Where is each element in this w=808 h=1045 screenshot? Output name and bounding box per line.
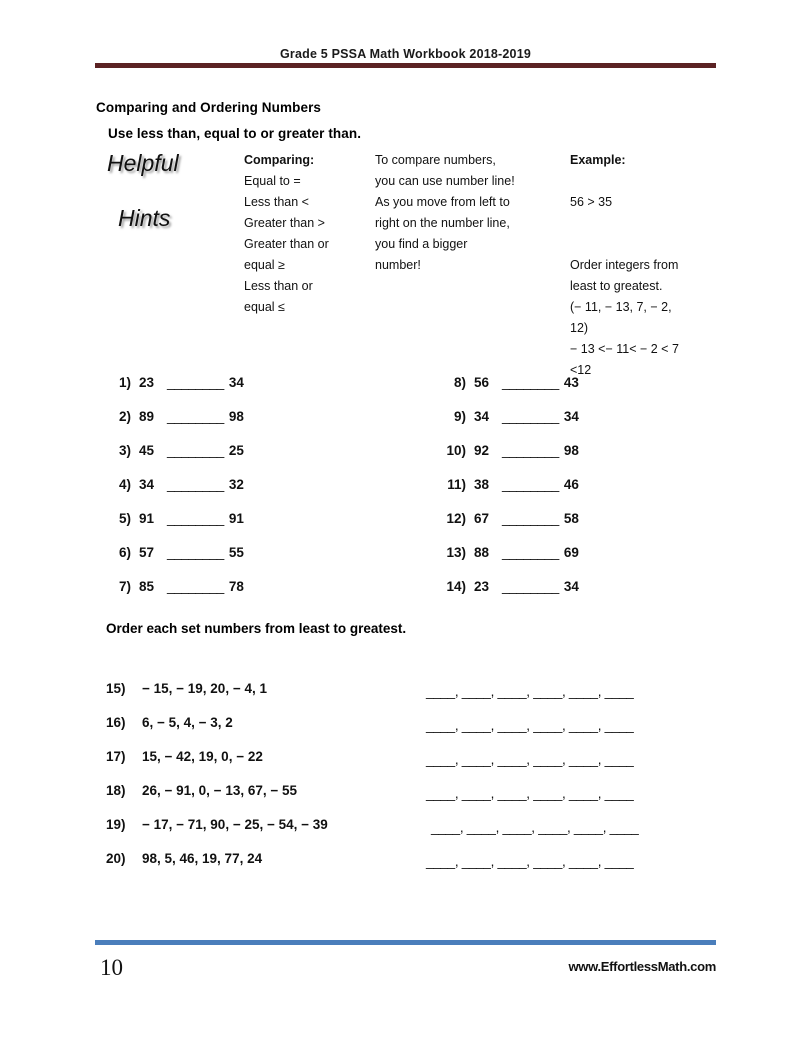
problem-operand-right: 98 [228,409,244,424]
problem-operand-right: 55 [228,545,244,560]
answer-blank[interactable]: ________ [502,545,559,560]
hints-example-answer-line2: <12 [570,363,592,377]
problem-operand-right: 34 [228,375,244,390]
problem-item[interactable] [105,477,244,492]
problem-number: 14) [446,579,466,594]
problem-number: 10) [446,443,466,458]
problem-item[interactable] [105,375,244,390]
hints-example-prompt-line1: Order integers from [570,258,679,272]
problem-operand-left: 23 [474,579,490,594]
problem-number: 1) [118,375,131,390]
problem-operand-left: 23 [139,375,155,390]
problem-number-set: 98, 5, 46, 19, 77, 24 [142,851,263,866]
problem-number: 9) [453,409,466,424]
answer-blank[interactable]: ________ [167,443,224,458]
footer-divider-rule [95,940,716,945]
hints-comparing-heading: Comparing: [244,153,315,167]
answer-blank[interactable]: ________ [502,511,559,526]
problem-number: 11) [447,477,466,492]
problem-item[interactable] [105,545,244,560]
problem-number: 15) [106,681,126,696]
answer-blank[interactable]: ________ [502,579,559,594]
problem-item[interactable] [440,409,579,424]
problem-item[interactable] [105,409,244,424]
problem-operand-left: 38 [474,477,490,492]
problem-operand-right: 58 [563,511,579,526]
hints-explanation-line: As you move from left to [375,195,510,209]
problem-number: 3) [118,443,131,458]
order-problem-item[interactable] [106,715,233,730]
spacer [570,234,720,255]
problem-number-set: − 17, − 71, 90, − 25, − 54, − 39 [142,817,328,832]
answer-blank[interactable]: ________ [167,477,224,492]
problem-number-set: 26, − 91, 0, − 13, 67, − 55 [142,783,297,798]
page-header-title: Grade 5 PSSA Math Workbook 2018-2019 [279,47,532,61]
problem-operand-right: 46 [563,477,579,492]
problem-operand-left: 34 [474,409,490,424]
problem-number: 5) [118,511,131,526]
hints-comparing-line: Greater than or [244,237,329,251]
problem-item[interactable] [440,477,579,492]
order-answer-blanks[interactable]: ____, ____, ____, ____, ____, ____ [426,752,634,767]
hints-example-heading: Example: [570,153,626,167]
order-problem-item[interactable] [106,749,263,764]
problem-operand-left: 56 [474,375,490,390]
problem-operand-left: 89 [139,409,155,424]
hints-explanation-line: you find a bigger [375,237,468,251]
problem-number: 2) [118,409,131,424]
hints-example-answer-line1: − 13 <− 11< − 2 < 7 [570,342,679,356]
hints-comparing-line: equal ≤ [244,300,285,314]
section-instruction: Use less than, equal to or greater than. [108,126,362,141]
problem-number: 16) [106,715,126,730]
hints-explanation-line: right on the number line, [375,216,510,230]
hints-comparing-line: Greater than > [244,216,325,230]
problem-operand-right: 69 [563,545,579,560]
hints-column-comparing [244,150,364,318]
answer-blank[interactable]: ________ [167,579,224,594]
problem-number: 12) [446,511,466,526]
problem-operand-left: 67 [474,511,490,526]
problem-operand-right: 91 [228,511,244,526]
order-answer-blanks[interactable]: ____, ____, ____, ____, ____, ____ [426,718,634,733]
answer-blank[interactable]: ________ [502,375,559,390]
problem-operand-left: 92 [474,443,490,458]
problem-operand-left: 34 [139,477,155,492]
problem-item[interactable] [440,579,579,594]
problem-number: 7) [118,579,131,594]
page-number: 10 [100,955,123,980]
answer-blank[interactable]: ________ [167,511,224,526]
problem-item[interactable] [105,511,244,526]
order-problem-item[interactable] [106,817,328,832]
problem-number-set: − 15, − 19, 20, − 4, 1 [142,681,267,696]
spacer [570,171,720,192]
hints-example-prompt-line2: least to greatest. [570,279,663,293]
hints-column-explanation [375,150,560,276]
problem-operand-right: 25 [228,443,244,458]
problem-operand-left: 88 [474,545,490,560]
order-section-instruction: Order each set numbers from least to greatest. [106,621,407,636]
helpful-hints-word-hints: Hints [118,205,171,231]
hints-example-set-line1: (− 11, − 13, 7, − 2, [570,300,672,314]
hints-example-set-line2: 12) [570,321,589,335]
problem-operand-left: 85 [139,579,155,594]
hints-example-comparison: 56 > 35 [570,195,613,209]
problem-number: 20) [106,851,126,866]
hints-explanation-line: To compare numbers, [375,153,496,167]
order-answer-blanks[interactable]: ____, ____, ____, ____, ____, ____ [426,684,634,699]
order-answer-blanks[interactable]: ____, ____, ____, ____, ____, ____ [431,820,639,835]
answer-blank[interactable]: ________ [502,409,559,424]
hints-comparing-line: Less than or [244,279,313,293]
problem-number: 17) [106,749,126,764]
helpful-hints-word-helpful: Helpful [107,150,179,176]
problem-number: 6) [118,545,131,560]
problem-operand-right: 34 [563,409,579,424]
problem-number: 18) [106,783,126,798]
hints-comparing-line: Equal to = [244,174,301,188]
problem-item[interactable] [440,375,579,390]
order-problem-item[interactable] [106,851,262,866]
website-url[interactable]: www.EffortlessMath.com [568,959,716,974]
answer-blank[interactable]: ________ [167,545,224,560]
problem-item[interactable] [105,579,244,594]
problem-item[interactable] [105,443,244,458]
problem-operand-left: 57 [139,545,155,560]
answer-blank[interactable]: ________ [502,477,559,492]
problem-item[interactable] [440,443,579,458]
answer-blank[interactable]: ________ [502,443,559,458]
problem-number: 4) [118,477,131,492]
order-problem-item[interactable] [106,783,297,798]
order-problem-item[interactable] [106,681,267,696]
answer-blank[interactable]: ________ [167,375,224,390]
problem-operand-right: 98 [563,443,579,458]
problem-number-set: 15, − 42, 19, 0, − 22 [142,749,263,764]
problem-operand-right: 43 [563,375,579,390]
problem-item[interactable] [440,545,579,560]
order-answer-blanks[interactable]: ____, ____, ____, ____, ____, ____ [426,786,634,801]
problem-operand-left: 45 [139,443,155,458]
problem-item[interactable] [440,511,579,526]
spacer [570,213,720,234]
answer-blank[interactable]: ________ [167,409,224,424]
header-divider-rule [95,63,716,68]
hints-explanation-line: you can use number line! [375,174,515,188]
problem-number: 8) [453,375,466,390]
page-title: Comparing and Ordering Numbers [96,100,322,115]
problem-number-set: 6, − 5, 4, − 3, 2 [142,715,233,730]
problem-operand-left: 91 [139,511,155,526]
hints-comparing-line: Less than < [244,195,309,209]
hints-column-example [570,150,720,381]
problem-operand-right: 32 [228,477,244,492]
problem-number: 13) [446,545,466,560]
order-answer-blanks[interactable]: ____, ____, ____, ____, ____, ____ [426,854,634,869]
problem-operand-right: 78 [228,579,244,594]
problem-operand-right: 34 [563,579,579,594]
hints-comparing-line: equal ≥ [244,258,285,272]
problem-number: 19) [106,817,126,832]
hints-explanation-line: number! [375,258,421,272]
